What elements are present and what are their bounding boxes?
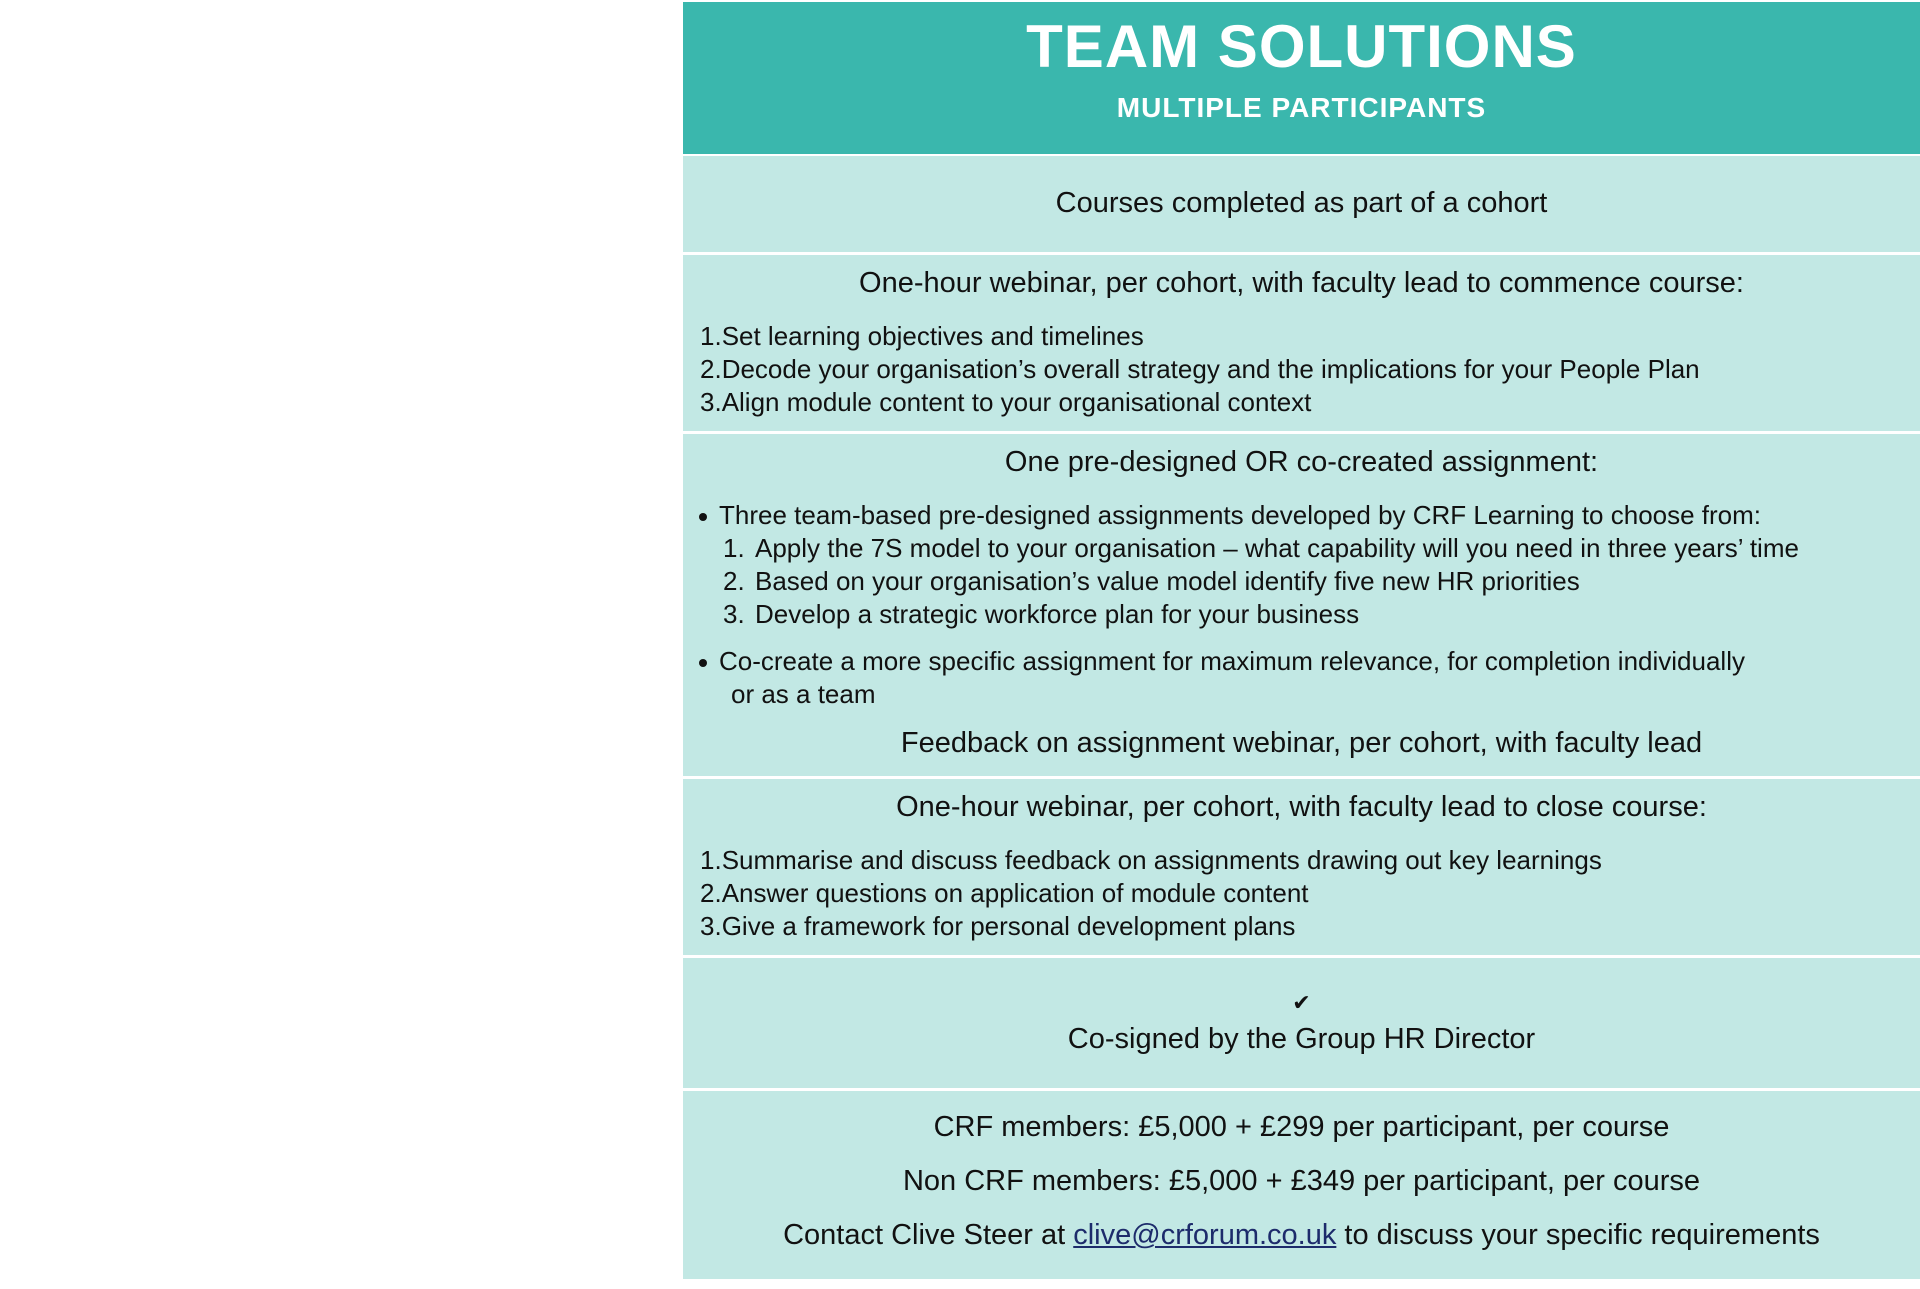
bullet-item-continuation: or as a team	[731, 679, 876, 709]
close-heading: One-hour webinar, per cohort, with faculty lead to close course:	[896, 791, 1707, 823]
list-item: 1. Apply the 7S model to your organisation – what capability will you need in three years’ time	[723, 533, 1799, 563]
bullet-item: Co-create a more specific assignment for maximum relevance, for completion individually	[699, 646, 1745, 677]
contact-email-link[interactable]: clive@crforum.co.uk	[1073, 1219, 1337, 1251]
bullet-icon	[699, 513, 707, 521]
feedback-text: Feedback on assignment webinar, per cohort, with faculty lead	[900, 727, 1703, 759]
cohort-row	[683, 156, 1920, 252]
cohort-text: Courses completed as part of a cohort	[1055, 187, 1548, 219]
list-item: 1.Set learning objectives and timelines	[700, 321, 1144, 351]
list-item: 3. Develop a strategic workforce plan for your business	[723, 599, 1360, 629]
member-price: CRF members: £5,000 + £299 per participant, per course	[933, 1111, 1670, 1143]
bullet-icon	[699, 659, 707, 667]
close-row	[683, 779, 1920, 955]
contact-line: Contact Clive Steer at clive@crforum.co.uk to discuss your specific requirements	[783, 1219, 1820, 1251]
non-member-price: Non CRF members: £5,000 + £349 per participant, per course	[902, 1165, 1701, 1197]
commence-row	[683, 255, 1920, 431]
team-solutions-panel	[683, 2, 1920, 1279]
commence-heading: One-hour webinar, per cohort, with faculty lead to commence course:	[859, 267, 1744, 299]
bullet-item: Three team-based pre-designed assignments developed by CRF Learning to choose from:	[699, 500, 1761, 531]
checkmark-icon: ✔	[1292, 990, 1311, 1015]
panel-title: TEAM SOLUTIONS	[1026, 13, 1577, 80]
list-item: 2.Decode your organisation’s overall strategy and the implications for your People Plan	[700, 354, 1700, 384]
panel-subtitle: MULTIPLE PARTICIPANTS	[1116, 92, 1487, 123]
cosign-text: Co-signed by the Group HR Director	[1067, 1023, 1536, 1055]
list-item: 1.Summarise and discuss feedback on assignments drawing out key learnings	[700, 845, 1602, 875]
list-item: 2. Based on your organisation’s value model identify five new HR priorities	[723, 566, 1580, 596]
list-item: 3.Give a framework for personal development plans	[700, 911, 1296, 941]
cosign-row	[683, 958, 1920, 1088]
assignment-heading: One pre-designed OR co-created assignment:	[1004, 446, 1599, 478]
list-item: 3.Align module content to your organisational context	[700, 387, 1312, 417]
assignment-row	[683, 434, 1920, 776]
list-item: 2.Answer questions on application of module content	[700, 878, 1309, 908]
panel-header	[683, 2, 1920, 154]
pricing-row	[683, 1091, 1920, 1279]
